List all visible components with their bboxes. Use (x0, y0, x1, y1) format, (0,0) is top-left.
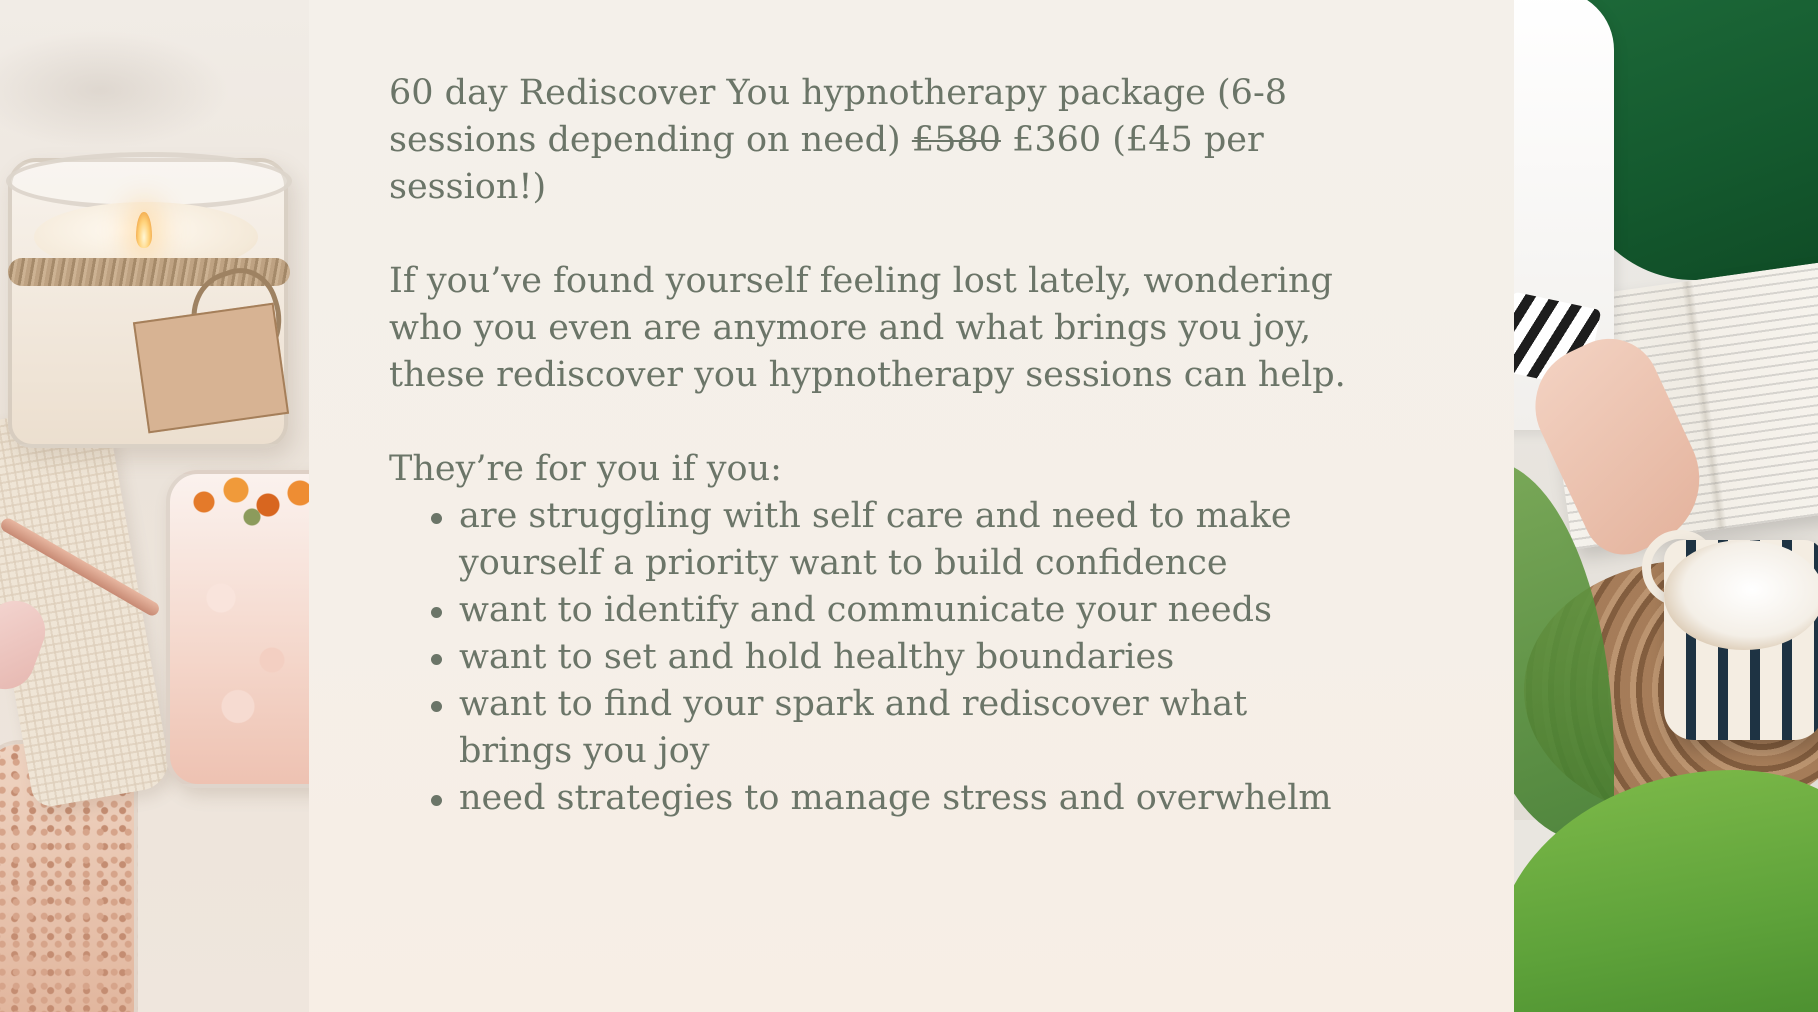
list-item (431, 775, 1349, 822)
list-item-text: want to find your spark and rediscover what brings you joy (459, 684, 1248, 771)
offer-title: 60 day Rediscover You hypnotherapy package (6-8 sessions depending on need) (389, 73, 1288, 160)
content-panel (309, 0, 1514, 1012)
old-price: £580 (911, 120, 1001, 160)
bath-salt-jar-image (166, 470, 309, 788)
audience-heading: They’re for you if you: (389, 449, 782, 489)
offer-paragraph (389, 70, 1349, 211)
bullet-icon (431, 701, 442, 712)
dried-flowers (180, 466, 309, 526)
spacer (389, 211, 1349, 258)
list-item-text: need strategies to manage stress and overwhelm (459, 778, 1332, 818)
left-photo-candles (0, 0, 309, 1012)
latte-foam (1664, 540, 1818, 650)
list-item-text: want to identify and communicate your needs (459, 590, 1272, 630)
list-item-text: want to set and hold healthy boundaries (459, 637, 1175, 677)
list-item (431, 587, 1349, 634)
spacer (389, 399, 1349, 446)
intro-paragraph: If you’ve found yourself feeling lost lately, wondering who you even are anymore and what brings you joy, these rediscover you hypnotherapy sessions can help. (389, 261, 1346, 395)
list-item-text: are struggling with self care and need to make yourself a priority want to build confidence (459, 496, 1292, 583)
candle-jar-image (8, 158, 288, 448)
right-photo-book-coffee (1514, 0, 1818, 1012)
bullet-icon (431, 607, 442, 618)
candle-label (133, 303, 289, 434)
benefits-list (389, 493, 1349, 822)
bullet-icon (431, 513, 442, 524)
list-item (431, 493, 1349, 587)
list-item (431, 681, 1349, 775)
bullet-icon (431, 654, 442, 665)
bullet-icon (431, 795, 442, 806)
shadow-decoration (0, 30, 230, 150)
list-item (431, 634, 1349, 681)
new-price: £360 (£45 per session!) (389, 120, 1264, 207)
content-text-block (389, 70, 1349, 822)
